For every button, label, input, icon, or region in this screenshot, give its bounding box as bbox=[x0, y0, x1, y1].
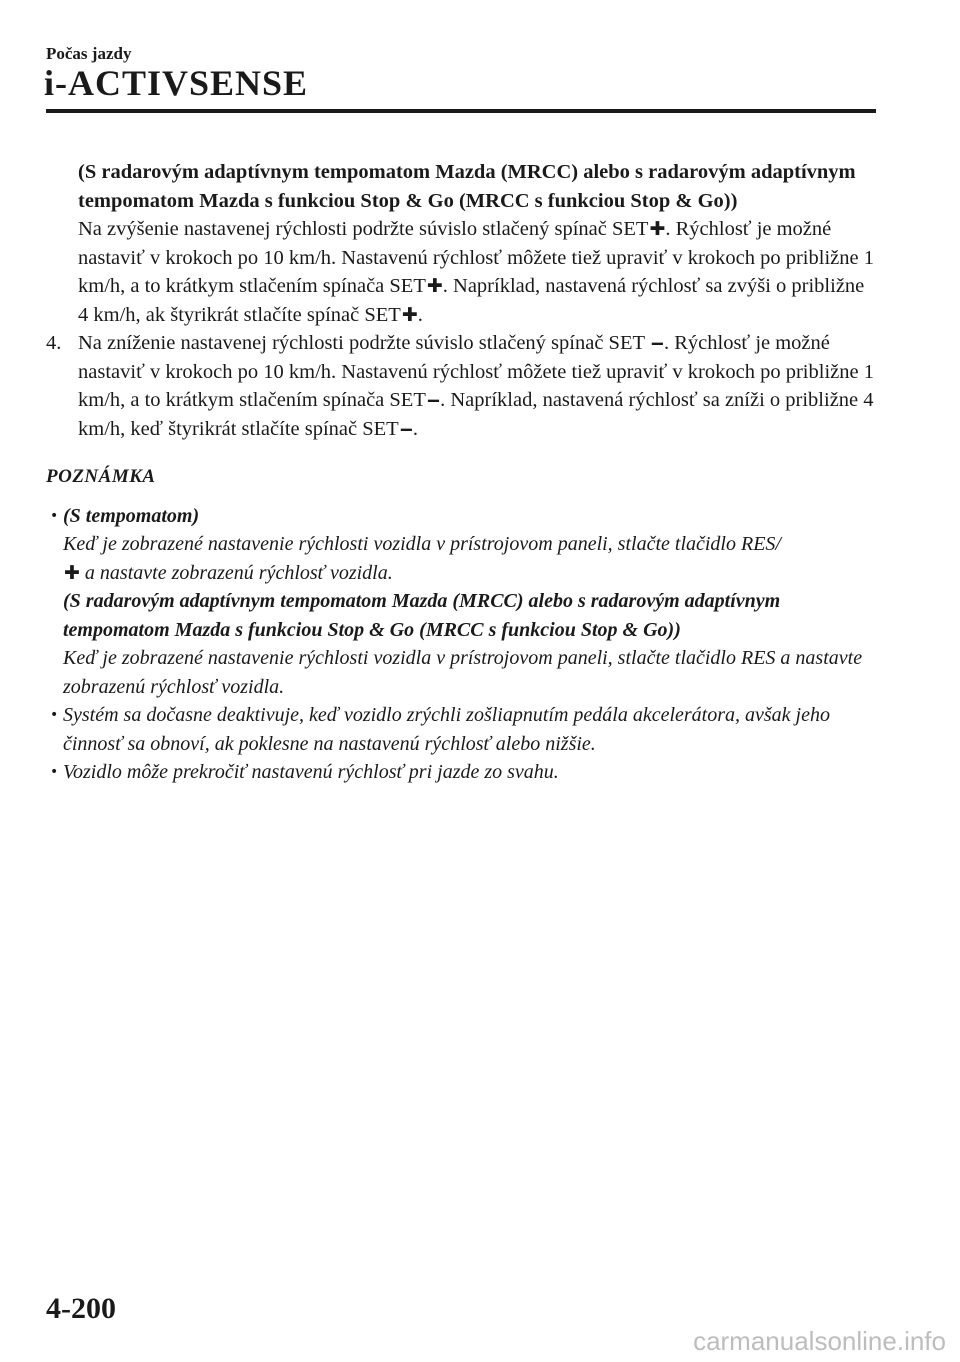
minus-icon: ‒ bbox=[426, 389, 441, 411]
plus-icon: ✚ bbox=[426, 275, 443, 297]
bullet-icon: • bbox=[50, 507, 59, 524]
note-list bbox=[46, 502, 876, 787]
plus-icon: ✚ bbox=[649, 218, 666, 240]
note-text: Systém sa dočasne deaktivuje, keď vozidlo zrýchli zošliapnutím pedála akcelerátora, avšak jeho činnosť sa obnoví, ak poklesne na nastavenú rýchlosť alebo nižšie. bbox=[63, 704, 830, 755]
minus-icon: ‒ bbox=[399, 417, 413, 440]
step-3-text-4: . bbox=[417, 303, 423, 326]
note-text bbox=[63, 530, 876, 587]
step-4-text-1: Na zníženie nastavenej rýchlosti podržte súvislo stlačený spínač SET bbox=[78, 332, 650, 354]
plus-icon: ✚ bbox=[401, 303, 418, 326]
note-subheading: (S tempomatom) bbox=[63, 504, 200, 527]
step-3-paragraph bbox=[78, 215, 876, 329]
step-4 bbox=[46, 329, 876, 443]
step-number: 4. bbox=[46, 332, 62, 354]
step-3-text-1: Na zvýšenie nastavenej rýchlosti podržte súvislo stlačený spínač SET bbox=[78, 218, 649, 240]
page-title: i-ACTIVSENSE bbox=[44, 63, 309, 103]
note-text-part: a nastavte zobrazenú rýchlosť vozidla. bbox=[79, 561, 393, 584]
step-4-text-4: . bbox=[412, 417, 419, 440]
note-subheading: (S radarovým adaptívnym tempomatom Mazda (MRCC) alebo s radarovým adaptívnym tempomatom Mazda s funkciou Stop & Go (MRCC s funkciou Stop & Go)) bbox=[63, 590, 781, 641]
mrcc-heading: (S radarovým adaptívnym tempomatom Mazda (MRCC) alebo s radarovým adaptívnym tempomatom Mazda s funkciou Stop & Go (MRCC s funkciou Stop & Go)) bbox=[78, 161, 856, 212]
minus-icon: ‒ bbox=[650, 332, 664, 354]
step-4-text-2: . Rýchlosť je možné nastaviť v krokoch po 10 km/h. Nastavenú rýchlosť môžete tiež upraviť v krokoch po približne 1 km/h, a to krátkym stlačením spínača SET bbox=[78, 332, 874, 411]
note-item bbox=[46, 758, 876, 787]
main-content bbox=[46, 158, 876, 787]
note-text: Keď je zobrazené nastavenie rýchlosti vozidla v prístrojovom paneli, stlačte tlačidlo RES a nastavte zobrazenú rýchlosť vozidla. bbox=[63, 647, 863, 698]
note-heading: POZNÁMKA bbox=[46, 466, 156, 487]
plus-icon: ✚ bbox=[64, 561, 80, 584]
step-3-text-2: . Rýchlosť je možné nastaviť v krokoch po 10 km/h. Nastavenú rýchlosť môžete tiež upraviť v krokoch po približne 1 km/h, a to krátkym stlačením spínača SET bbox=[78, 218, 874, 297]
note-text: Vozidlo môže prekročiť nastavenú rýchlosť pri jazde zo svahu. bbox=[63, 761, 559, 783]
section-label: Počas jazdy bbox=[46, 44, 132, 63]
header-divider bbox=[46, 109, 876, 113]
page-number: 4-200 bbox=[46, 1292, 116, 1325]
note-text-part: Keď je zobrazené nastavenie rýchlosti vozidla v prístrojovom paneli, stlačte tlačidlo RES/ bbox=[63, 533, 781, 555]
bullet-icon: • bbox=[50, 707, 59, 723]
watermark: carmanualsonline.info bbox=[693, 1326, 946, 1356]
bullet-icon: • bbox=[50, 764, 59, 780]
step-4-text-3: . Napríklad, nastavená rýchlosť sa zníži o približne 4 km/h, keď štyrikrát stlačíte spínač SET bbox=[78, 389, 874, 440]
step-3-continued bbox=[78, 158, 876, 329]
note-item bbox=[46, 701, 876, 758]
step-3-text-3: . Napríklad, nastavená rýchlosť sa zvýši o približne 4 km/h, ak štyrikrát stlačíte spínač SET bbox=[78, 275, 865, 326]
note-item bbox=[46, 502, 876, 702]
